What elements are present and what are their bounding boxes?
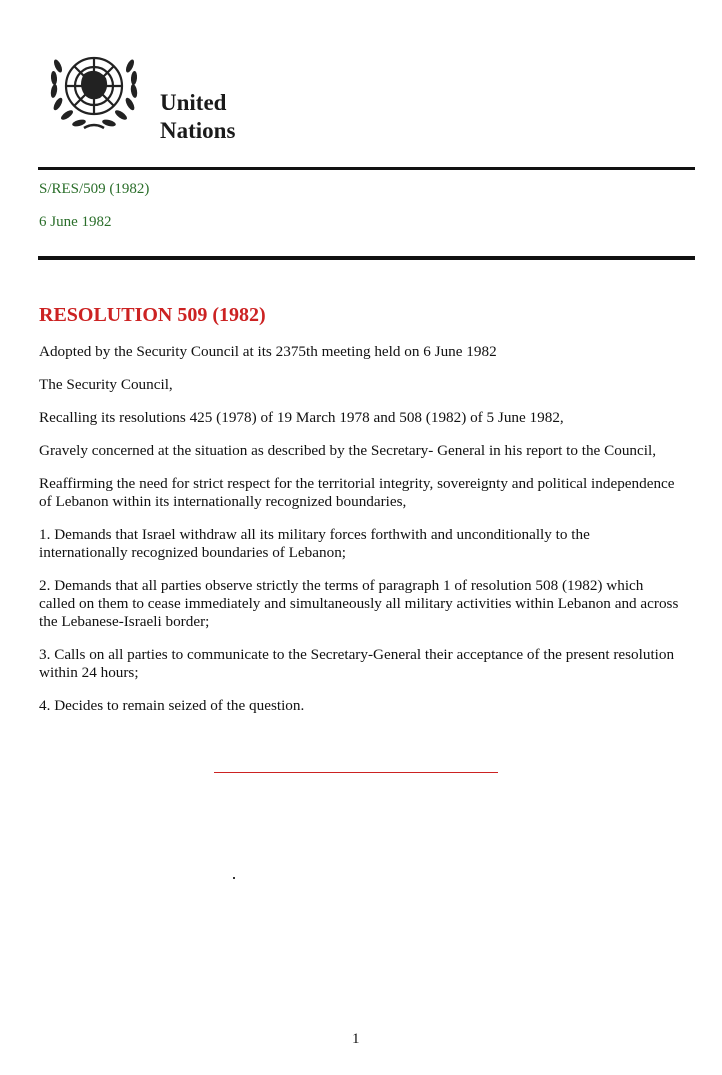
document-date: 6 June 1982 <box>39 214 112 230</box>
preamble-reaffirming: Reaffirming the need for strict respect for the territorial integrity, sovereignty and political independence of Lebanon within its internationally recognized boundaries, <box>39 475 675 510</box>
document-symbol: S/RES/509 (1982) <box>39 181 150 197</box>
org-name-line1: United <box>160 90 227 115</box>
page-number: 1 <box>352 1031 360 1047</box>
preamble-opening: The Security Council, <box>39 376 173 393</box>
adoption-line: Adopted by the Security Council at its 2375th meeting held on 6 June 1982 <box>39 343 497 360</box>
resolution-title: RESOLUTION 509 (1982) <box>39 304 266 326</box>
org-name-line2: Nations <box>160 118 236 143</box>
header-bottom-rule <box>38 256 695 260</box>
stray-mark <box>233 877 235 879</box>
operative-paragraph-4: 4. Decides to remain seized of the question. <box>39 697 305 714</box>
resolution-body <box>39 343 679 730</box>
operative-paragraph-2: 2. Demands that all parties observe strictly the terms of paragraph 1 of resolution 508 (1982) which called on them to cease immediately and simultaneously all military activities within Lebanon and across the Lebanese-Israeli border; <box>39 577 679 630</box>
end-divider <box>214 772 498 773</box>
preamble-recalling: Recalling its resolutions 425 (1978) of 19 March 1978 and 508 (1982) of 5 June 1982, <box>39 409 564 426</box>
operative-paragraph-3: 3. Calls on all parties to communicate to the Secretary-General their acceptance of the present resolution within 24 hours; <box>39 646 675 681</box>
operative-paragraph-1: 1. Demands that Israel withdraw all its military forces forthwith and unconditionally to the internationally recognized boundaries of Lebanon; <box>39 526 590 561</box>
organization-name <box>160 89 235 145</box>
preamble-concerned: Gravely concerned at the situation as described by the Secretary- General in his report to the Council, <box>39 442 656 459</box>
un-emblem-icon <box>44 44 144 134</box>
header-top-rule <box>38 167 695 170</box>
